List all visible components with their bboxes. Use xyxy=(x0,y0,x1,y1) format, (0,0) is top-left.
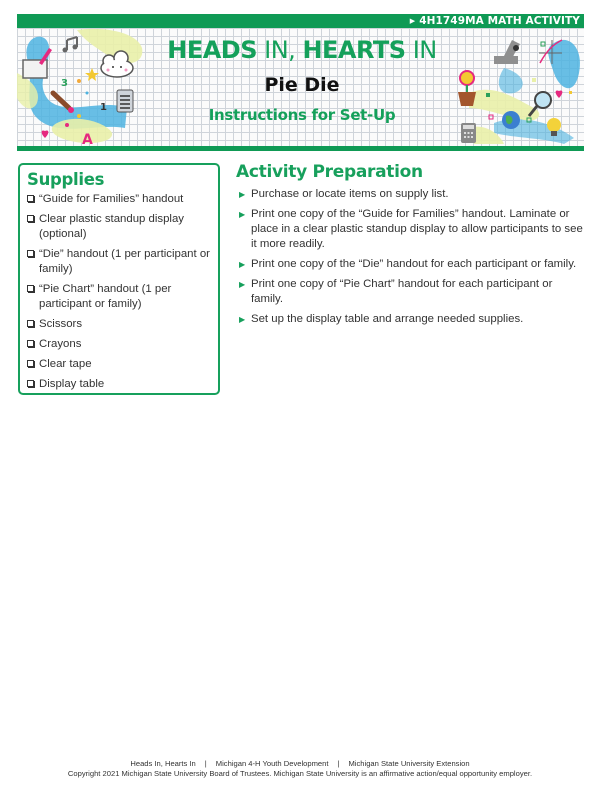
blue-swoosh xyxy=(548,40,580,88)
preparation-item-text: Purchase or locate items on supply list. xyxy=(251,188,449,200)
right-decorations xyxy=(444,28,584,146)
checkbox-icon xyxy=(27,340,34,347)
flower-pot-icon xyxy=(458,71,476,106)
microscope-icon xyxy=(494,40,520,64)
preparation-item-text: Set up the display table and arrange needed supplies. xyxy=(251,313,524,325)
dot xyxy=(86,92,89,95)
activity-preparation-section xyxy=(236,162,586,332)
preparation-item xyxy=(236,187,586,202)
preparation-item xyxy=(236,277,586,307)
supply-item-text: Display table xyxy=(39,378,105,390)
supply-item xyxy=(27,212,212,242)
footer-program: Heads In, Hearts In xyxy=(130,759,196,768)
supply-item-text: Scissors xyxy=(39,318,83,330)
activity-code-text: 4H1749MA MATH ACTIVITY xyxy=(419,15,580,27)
supply-item-text: Crayons xyxy=(39,338,82,350)
preparation-list xyxy=(236,187,586,327)
heart-icon xyxy=(556,90,563,98)
bullet-triangle-icon: ▶ xyxy=(239,190,246,199)
brand-word: IN xyxy=(412,36,437,64)
preparation-item-text: Print one copy of the “Die” handout for each participant or family. xyxy=(251,258,577,270)
page-footer xyxy=(0,759,600,779)
preparation-item xyxy=(236,257,586,272)
magnifier-icon xyxy=(529,92,551,116)
supplies-list xyxy=(27,192,212,392)
checkbox-icon xyxy=(27,380,34,387)
bullet-triangle-icon: ▶ xyxy=(239,280,246,289)
dot xyxy=(569,91,572,94)
number-3-icon: 3 xyxy=(61,78,68,89)
program-brand xyxy=(147,36,457,64)
preparation-item-text: Print one copy of “Pie Chart” handout for each participant or family. xyxy=(251,278,553,305)
checkbox-icon xyxy=(27,360,34,367)
left-decorations xyxy=(17,28,157,146)
supply-item xyxy=(27,337,212,352)
footer-org: Michigan 4-H Youth Development xyxy=(215,759,329,768)
footer-copyright: Copyright 2021 Michigan State University Board of Trustees. Michigan State University is an affirmative action/equal opportunity employer. xyxy=(67,769,533,778)
preparation-heading: Activity Preparation xyxy=(236,162,423,182)
footer-separator: | xyxy=(204,759,207,768)
supply-item xyxy=(27,282,212,312)
dot xyxy=(532,78,536,82)
activity-code xyxy=(410,14,580,28)
document-subtitle: Instructions for Set-Up xyxy=(208,106,396,124)
supply-item xyxy=(27,357,212,372)
dot xyxy=(65,123,69,127)
preparation-item xyxy=(236,312,586,327)
checkbox-icon xyxy=(27,285,34,292)
bullet-triangle-icon: ▶ xyxy=(239,315,246,324)
supplies-heading: Supplies xyxy=(27,170,105,189)
checkbox-icon xyxy=(27,250,34,257)
star-icon xyxy=(85,68,99,81)
letter-a-icon: A xyxy=(82,132,93,146)
supplies-box xyxy=(18,163,220,395)
dot xyxy=(486,93,490,97)
calculator-icon xyxy=(461,123,476,143)
heart-icon xyxy=(42,130,49,138)
supply-item-text: “Guide for Families” handout xyxy=(39,193,184,205)
supply-item-text: Clear tape xyxy=(39,358,92,370)
dot xyxy=(489,115,493,119)
number-1-icon: 1 xyxy=(100,102,107,113)
blue-swoosh-2 xyxy=(499,68,523,93)
bullet-triangle-icon: ▶ xyxy=(239,260,246,269)
supply-item xyxy=(27,377,212,392)
header-banner xyxy=(17,14,584,151)
activity-title: Pie Die xyxy=(264,74,340,96)
preparation-item xyxy=(236,207,586,252)
preparation-item-text: Print one copy of the “Guide for Families” handout. Laminate or place in a clear plastic standup display to allow participants to see it more readily. xyxy=(251,208,583,250)
footer-separator: | xyxy=(337,759,340,768)
notepad-icon xyxy=(117,90,133,112)
dot xyxy=(77,114,81,118)
triangle-icon: ▶ xyxy=(409,17,416,25)
brand-word: HEARTS xyxy=(302,36,406,64)
footer-credits xyxy=(0,759,600,769)
globe-icon xyxy=(502,111,520,129)
bullet-triangle-icon: ▶ xyxy=(239,210,246,219)
checkbox-icon xyxy=(27,195,34,202)
brand-word: IN, xyxy=(264,36,296,64)
activity-tag-bar xyxy=(17,14,584,28)
music-note-icon xyxy=(63,37,78,53)
checkbox-icon xyxy=(27,320,34,327)
checkbox-icon xyxy=(27,215,34,222)
supply-item xyxy=(27,192,212,207)
banner-bottom-stripe xyxy=(17,146,584,151)
supply-item xyxy=(27,317,212,332)
supply-item-text: “Pie Chart” handout (1 per participant or family) xyxy=(39,283,172,310)
supply-item xyxy=(27,247,212,277)
supply-item-text: “Die” handout (1 per participant or family) xyxy=(39,248,210,275)
brand-word: HEADS xyxy=(167,36,257,64)
star-dot xyxy=(77,79,81,83)
footer-extension: Michigan State University Extension xyxy=(348,759,470,768)
supply-item-text: Clear plastic standup display (optional) xyxy=(39,213,184,240)
